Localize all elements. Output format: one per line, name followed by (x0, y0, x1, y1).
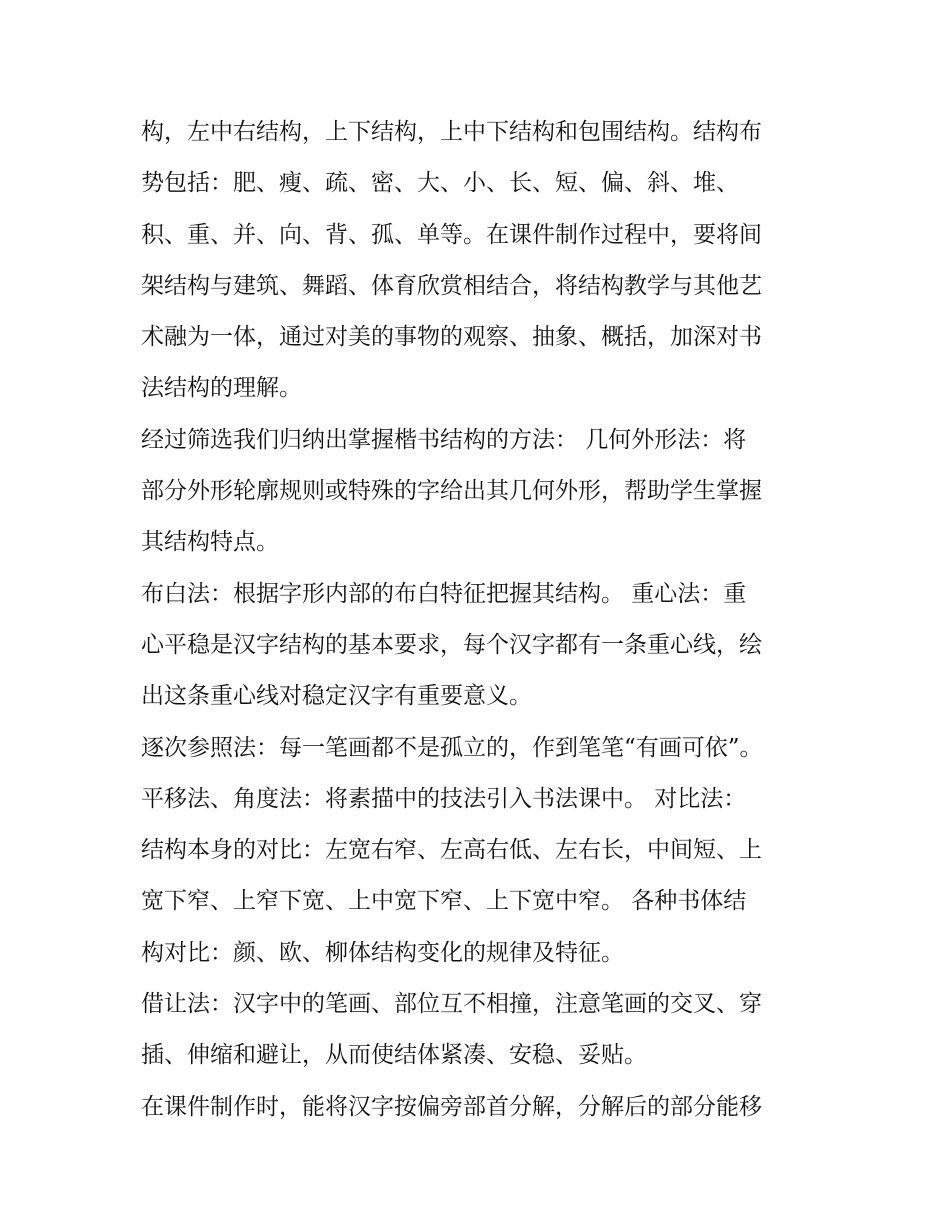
text-line: 平移法、角度法：将素描中的技法引入书法课中。 对比法： (141, 785, 747, 812)
text-line: 积、重、并、向、背、孤、单等。在课件制作过程中，要将间 (141, 221, 762, 248)
text-line: 构，左中右结构，上下结构，上中下结构和包围结构。结构布 (141, 119, 762, 145)
text-line: 布白法：根据字形内部的布白特征把握其结构。 重心法：重 (141, 580, 747, 607)
text-line: 架结构与建筑、舞蹈、体育欣赏相结合，将结构教学与其他艺 (141, 272, 762, 299)
text-line: 宽下窄、上窄下宽、上中宽下窄、上下宽中窄。 各种书体结 (141, 888, 747, 915)
text-line: 出这条重心线对稳定汉字有重要意义。 (141, 683, 532, 710)
text-line: 插、伸缩和避让，从而使结体紧凑、安稳、妥贴。 (141, 1042, 647, 1069)
text-line: 构对比：颜、欧、柳体结构变化的规律及特征。 (141, 939, 624, 966)
text-line: 在课件制作时，能将汉字按偏旁部首分解，分解后的部分能移 (141, 1093, 762, 1120)
text-line: 逐次参照法：每一笔画都不是孤立的，作到笔笔“有画可依”。 (141, 734, 763, 761)
text-line: 术融为一体，通过对美的事物的观察、抽象、概括，加深对书 (141, 324, 762, 351)
text-line: 经过筛选我们归纳出掌握楷书结构的方法： 几何外形法：将 (141, 426, 747, 453)
text-line: 心平稳是汉字结构的基本要求，每个汉字都有一条重心线，绘 (141, 631, 762, 658)
text-line: 势包括：肥、瘦、疏、密、大、小、长、短、偏、斜、堆、 (141, 170, 739, 197)
text-line: 部分外形轮廓规则或特殊的字给出其几何外形，帮助学生掌握 (141, 478, 762, 505)
text-line: 其结构特点。 (141, 529, 279, 556)
text-line: 结构本身的对比：左宽右窄、左高右低、左右长，中间短、上 (141, 837, 762, 864)
text-line: 借让法：汉字中的笔画、部位互不相撞，注意笔画的交叉、穿 (141, 991, 762, 1018)
text-line: 法结构的理解。 (141, 375, 302, 402)
document-body (141, 107, 816, 1133)
